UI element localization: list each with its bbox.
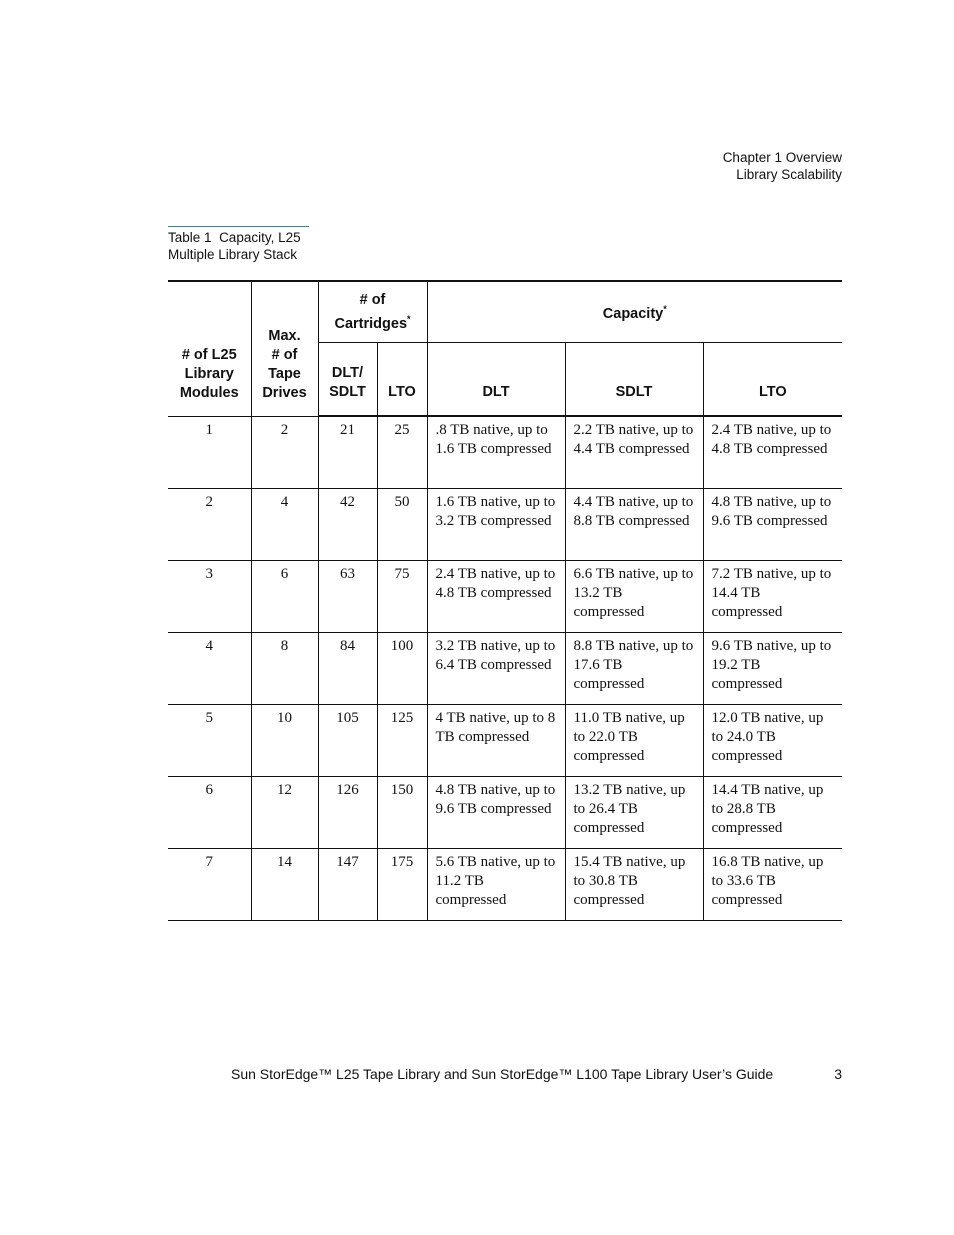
cartridges-footnote-mark: * [407, 313, 411, 324]
table-row [168, 705, 842, 777]
header-drives: Max. # of Tape Drives [251, 281, 318, 416]
cell-modules: 4 [168, 633, 251, 705]
cell-drives: 6 [251, 561, 318, 633]
cell-lto-capacity: 14.4 TB native, up to 28.8 TB compressed [703, 777, 842, 849]
header-chapter: Chapter 1 Overview [722, 150, 842, 165]
cell-sdlt-capacity: 11.0 TB native, up to 22.0 TB compressed [565, 705, 703, 777]
cell-lto-cartridges: 50 [377, 489, 427, 561]
table-row [168, 561, 842, 633]
cell-dlt-sdlt-cartridges: 63 [318, 561, 377, 633]
cell-lto-cartridges: 125 [377, 705, 427, 777]
header-lto-capacity: LTO [703, 343, 842, 417]
cell-dlt-capacity: 1.6 TB native, up to 3.2 TB compressed [427, 489, 565, 561]
cell-drives: 14 [251, 849, 318, 921]
cell-lto-capacity: 4.8 TB native, up to 9.6 TB compressed [703, 489, 842, 561]
cell-drives: 12 [251, 777, 318, 849]
table-row [168, 849, 842, 921]
cell-dlt-capacity: 4.8 TB native, up to 9.6 TB compressed [427, 777, 565, 849]
header-dlt-capacity: DLT [427, 343, 565, 417]
cell-lto-capacity: 12.0 TB native, up to 24.0 TB compressed [703, 705, 842, 777]
cell-dlt-capacity: .8 TB native, up to 1.6 TB compressed [427, 416, 565, 489]
cell-dlt-sdlt-cartridges: 42 [318, 489, 377, 561]
cell-dlt-sdlt-cartridges: 126 [318, 777, 377, 849]
running-header [723, 149, 842, 183]
cell-sdlt-capacity: 2.2 TB native, up to 4.4 TB compressed [565, 416, 703, 489]
table-caption [168, 226, 309, 263]
cell-lto-capacity: 16.8 TB native, up to 33.6 TB compressed [703, 849, 842, 921]
cell-modules: 7 [168, 849, 251, 921]
cell-sdlt-capacity: 13.2 TB native, up to 26.4 TB compressed [565, 777, 703, 849]
cell-lto-cartridges: 175 [377, 849, 427, 921]
cell-dlt-sdlt-cartridges: 105 [318, 705, 377, 777]
cell-modules: 3 [168, 561, 251, 633]
cell-dlt-capacity: 5.6 TB native, up to 11.2 TB compressed [427, 849, 565, 921]
table-row [168, 416, 842, 489]
cell-drives: 4 [251, 489, 318, 561]
caption-line2: Multiple Library Stack [168, 247, 298, 262]
cell-dlt-capacity: 3.2 TB native, up to 6.4 TB compressed [427, 633, 565, 705]
cell-lto-cartridges: 100 [377, 633, 427, 705]
cell-lto-cartridges: 75 [377, 561, 427, 633]
cell-dlt-capacity: 2.4 TB native, up to 4.8 TB compressed [427, 561, 565, 633]
cell-modules: 2 [168, 489, 251, 561]
page-number: 3 [834, 1066, 842, 1082]
caption-label: Table 1 [168, 230, 212, 245]
cell-lto-cartridges: 25 [377, 416, 427, 489]
table-row [168, 489, 842, 561]
table-row [168, 777, 842, 849]
cell-drives: 10 [251, 705, 318, 777]
capacity-table [168, 280, 842, 921]
cell-sdlt-capacity: 15.4 TB native, up to 30.8 TB compressed [565, 849, 703, 921]
cell-sdlt-capacity: 6.6 TB native, up to 13.2 TB compressed [565, 561, 703, 633]
cell-modules: 1 [168, 416, 251, 489]
cell-modules: 6 [168, 777, 251, 849]
cell-dlt-capacity: 4 TB native, up to 8 TB compressed [427, 705, 565, 777]
cell-sdlt-capacity: 8.8 TB native, up to 17.6 TB compressed [565, 633, 703, 705]
header-modules: # of L25 Library Modules [168, 281, 251, 416]
caption-line1: Capacity, L25 [219, 230, 301, 245]
cell-lto-capacity: 7.2 TB native, up to 14.4 TB compressed [703, 561, 842, 633]
table-row [168, 633, 842, 705]
cell-dlt-sdlt-cartridges: 21 [318, 416, 377, 489]
cell-lto-capacity: 9.6 TB native, up to 19.2 TB compressed [703, 633, 842, 705]
cell-modules: 5 [168, 705, 251, 777]
cell-drives: 2 [251, 416, 318, 489]
cell-dlt-sdlt-cartridges: 84 [318, 633, 377, 705]
cell-sdlt-capacity: 4.4 TB native, up to 8.8 TB compressed [565, 489, 703, 561]
header-sdlt-capacity: SDLT [565, 343, 703, 417]
header-dlt-sdlt-cartridges: DLT/ SDLT [318, 343, 377, 417]
cell-dlt-sdlt-cartridges: 147 [318, 849, 377, 921]
cell-drives: 8 [251, 633, 318, 705]
header-section: Library Scalability [736, 167, 842, 182]
header-lto-cartridges: LTO [377, 343, 427, 417]
footer-title: Sun StorEdge™ L25 Tape Library and Sun StorEdge™ L100 Tape Library User’s Guide [231, 1066, 774, 1082]
cell-lto-cartridges: 150 [377, 777, 427, 849]
header-capacity: Capacity* [427, 281, 842, 343]
capacity-footnote-mark: * [663, 304, 667, 315]
cell-lto-capacity: 2.4 TB native, up to 4.8 TB compressed [703, 416, 842, 489]
header-cartridges: # of Cartridges* [318, 281, 427, 343]
